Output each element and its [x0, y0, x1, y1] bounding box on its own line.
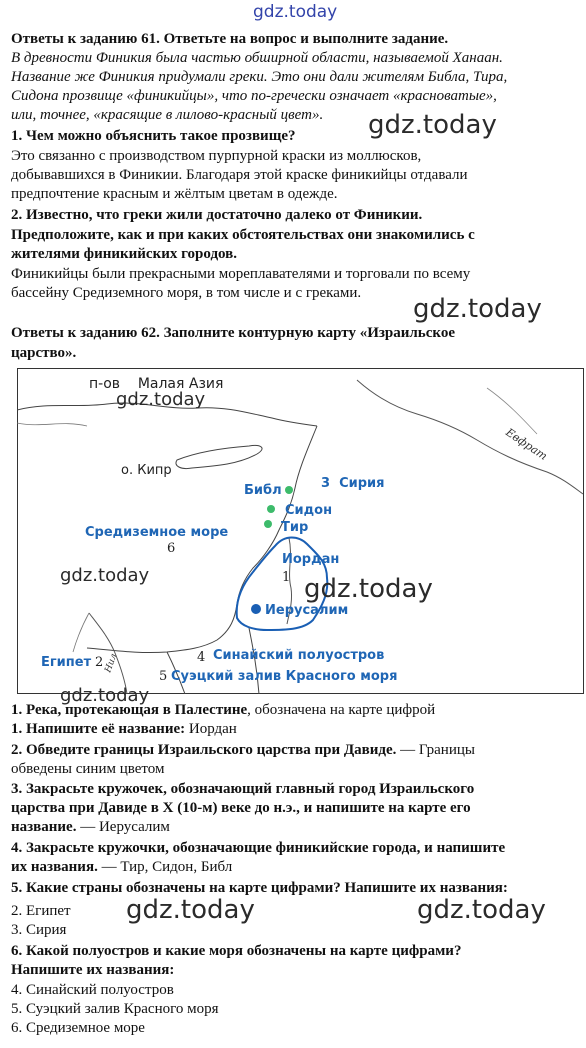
question-2-answer-line: обведены синим цветом — [11, 761, 165, 777]
question-4-line: 4. Закрасьте кружочки, обозначающие финикийские города, и напишите — [11, 840, 506, 856]
task62-heading-line: Ответы к заданию 62. Заполните контурную карту «Израильское — [11, 325, 455, 341]
number-4: 4 — [197, 650, 206, 665]
task61-answer-1-line: предпочтение красным и жёлтым цветам в одежде. — [11, 186, 338, 202]
watermark: gdz.today — [116, 389, 206, 410]
syria-label: 3 Сирия — [321, 476, 385, 491]
task61-question-2-line: 2. Известно, что греки жили достаточно далеко от Финикии. — [11, 207, 423, 223]
question-3-line: 3. Закрасьте кружочек, обозначающий главный город Израильского — [11, 781, 475, 797]
number-2: 2 — [95, 655, 104, 670]
nile-label: Нил — [103, 652, 120, 675]
q2-text: 2. Обведите границы Израильского царства при Давиде. — [11, 742, 397, 758]
number-6: 6 — [167, 541, 176, 556]
question-4-line — [11, 858, 232, 877]
jordan-label: Иордан — [282, 552, 340, 567]
cyprus-label: о. Кипр — [121, 463, 172, 478]
task61-answer-1-line: Это связанно с производством пурпурной краски из моллюсков, — [11, 148, 422, 164]
question-3-line: царства при Давиде в X (10-м) веке до н.э., и напишите на карте его — [11, 800, 471, 816]
number-1: 1 — [282, 570, 291, 585]
task61-answer-2-line: бассейну Средиземного моря, в том числе и с греками. — [11, 285, 362, 301]
egypt-label: Египет — [41, 655, 92, 670]
q6-answer-line: 5. Суэцкий залив Красного моря — [11, 1001, 219, 1017]
q6-answer-line: 6. Средиземное море — [11, 1020, 145, 1036]
question-1-line — [11, 701, 435, 720]
q2-answer: — Границы — [396, 742, 475, 758]
jerusalem-dot — [251, 604, 261, 614]
q5-answer-line: 3. Сирия — [11, 922, 67, 938]
q3-answer: — Иерусалим — [76, 819, 170, 835]
q1-answer: Иордан — [185, 721, 237, 737]
question-6-line: 6. Какой полуостров и какие моря обозначены на карте цифрами? — [11, 943, 462, 959]
sidon-label: Сидон — [285, 503, 333, 518]
israel-kingdom-map — [17, 368, 584, 694]
task61-answer-1-line: добывавшихся в Финикии. Благодаря этой краске финикийцы отдавали — [11, 167, 468, 183]
byblos-dot — [285, 486, 293, 494]
watermark: gdz.today — [60, 685, 150, 706]
task61-intro-line: Название же Финикия придумали греки. Это они дали жителям Библа, Тира, — [11, 69, 508, 85]
task61-heading: Ответы к заданию 61. Ответьте на вопрос и выполните задание. — [11, 31, 449, 47]
task62-heading-line: царство». — [11, 345, 77, 361]
q5-answer-line: 2. Египет — [11, 903, 71, 919]
watermark: gdz.today — [304, 574, 433, 604]
task61-intro-line: В древности Финикия была частью обширной области, называемой Ханаан. — [11, 50, 503, 66]
watermark: gdz.today — [413, 294, 542, 324]
q3-text: название. — [11, 819, 77, 835]
q4-text: их названия. — [11, 859, 98, 875]
jerusalem-label: Иерусалим — [265, 603, 349, 618]
question-6-line: Напишите их названия: — [11, 962, 175, 978]
byblos-label: Библ — [244, 483, 282, 498]
q1-rest: , обозначена на карте цифрой — [247, 702, 436, 718]
sinai-label: Синайский полуостров — [213, 648, 385, 663]
q4-answer: — Тир, Сидон, Библ — [97, 859, 233, 875]
sidon-dot — [267, 505, 275, 513]
mediterranean-label: Средиземное море — [85, 525, 229, 540]
asia-minor-label: п-ов Малая Азия — [89, 376, 224, 392]
watermark: gdz.today — [417, 895, 546, 925]
task61-intro-line: Сидона прозвище «финикийцы», что по-гречески означает «красноватые», — [11, 88, 497, 104]
watermark-top: gdz.today — [253, 2, 338, 22]
question-3-line — [11, 818, 170, 837]
task61-question-2-line: Предположите, как и при каких обстоятельствах они знакомились с — [11, 227, 475, 243]
q1-bold: 1. Река, протекающая в Палестине — [11, 702, 248, 718]
suez-label: Суэцкий залив Красного моря — [171, 669, 398, 684]
watermark: gdz.today — [368, 110, 497, 140]
euphrates-label: Евфрат — [503, 425, 550, 463]
task61-question-2-line: жителями финикийских городов. — [11, 246, 238, 262]
watermark: gdz.today — [126, 895, 255, 925]
tyre-label: Тир — [281, 520, 309, 535]
question-5-line: 5. Какие страны обозначены на карте цифрами? Напишите их названия: — [11, 880, 508, 896]
number-5: 5 — [159, 669, 168, 684]
task61-question-1: 1. Чем можно объяснить такое прозвище? — [11, 128, 296, 144]
task61-answer-2-line: Финикийцы были прекрасными мореплавателями и торговали по всему — [11, 266, 471, 282]
q6-answer-line: 4. Синайский полуостров — [11, 982, 174, 998]
watermark: gdz.today — [60, 565, 150, 586]
q1-line2: 1. Напишите её название: — [11, 721, 186, 737]
question-2-line — [11, 741, 475, 760]
tyre-dot — [264, 520, 272, 528]
question-1-line2 — [11, 720, 237, 739]
task61-intro-line: или, точнее, «красящие в лилово-красный цвет». — [11, 107, 324, 123]
